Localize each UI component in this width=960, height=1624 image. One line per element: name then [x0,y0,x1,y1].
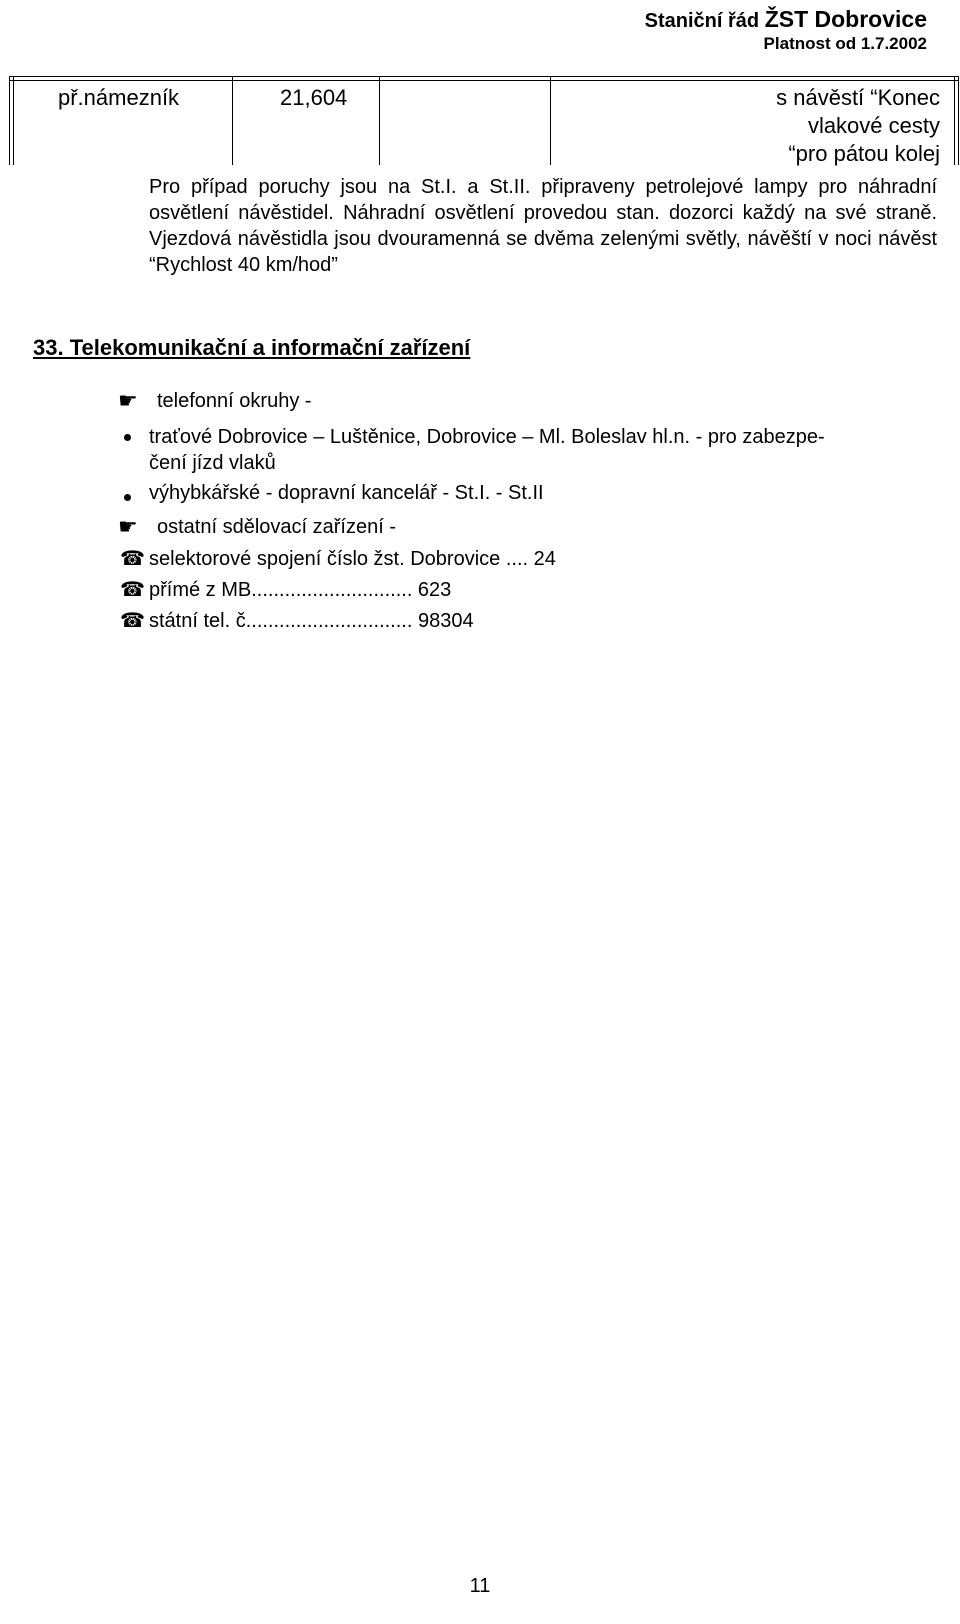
table-vline-1 [232,76,233,165]
table-cell-km: 21,604 [280,85,348,110]
list-item-line: traťové Dobrovice – Luštěnice, Dobrovice – Ml. Boleslav hl.n. - pro zabezpe- [149,426,825,448]
list-item-track-circuits [149,424,939,476]
table-cell-object: př.námezník [58,85,180,110]
header-title-prefix: Staniční řád [644,10,765,32]
page-number: 11 [469,1575,491,1597]
bullet-icon [124,434,131,441]
bullet-icon [124,494,131,501]
table-vline-right-outer [958,76,959,165]
table-border-top-inner [9,80,959,81]
phone-entry-direct: přímé z MB............................. 623 [149,579,452,601]
telephone-icon: ☎ [120,579,145,601]
section-heading: 33. Telekomunikační a informační zařízení [33,335,471,360]
header-validity: Platnost od 1.7.2002 [763,34,927,53]
telephone-icon: ☎ [120,610,145,632]
table-border-top [9,76,959,77]
group-telephone-circuits: telefonní okruhy - [157,390,312,412]
table-vline-left-outer [9,76,10,165]
phone-entry-state: státní tel. č.............................. 98304 [149,610,474,632]
lamp-paragraph: Pro případ poruchy jsou na St.I. a St.II. připraveny petrolejové lampy pro náhradní osvětlení návěstidel. Náhradní osvětlení provedou stan. dozorci každý na své straně. Vjezdová návěstidla jsou dvouramenná se dvěma zelenými světly, návěští v noci návěst “Rychlost 40 km/hod” [149,176,937,276]
signal-line-1: s návěstí “Konec [776,85,940,110]
list-item-line: čení jízd vlaků [149,452,276,474]
table-vline-2 [379,76,380,165]
phone-entry-selector: selektorové spojení číslo žst. Dobrovice .... 24 [149,548,556,570]
pointing-hand-icon: ☛ [118,514,138,539]
table-vline-3 [550,76,551,165]
document-header-title [645,6,927,33]
table-vline-left-inner [13,76,14,165]
signal-line-3: “pro pátou kolej [788,141,940,166]
list-item-switchman: výhybkářské - dopravní kancelář - St.I. - St.II [149,482,544,504]
pointing-hand-icon: ☛ [118,388,138,413]
group-other-comms: ostatní sdělovací zařízení - [157,516,397,538]
table-cell-signal [690,84,940,168]
signal-line-2: vlakové cesty [807,113,940,138]
table-vline-right-inner [954,76,955,165]
header-station-name: ŽST Dobrovice [764,6,927,32]
telephone-icon: ☎ [120,548,145,570]
